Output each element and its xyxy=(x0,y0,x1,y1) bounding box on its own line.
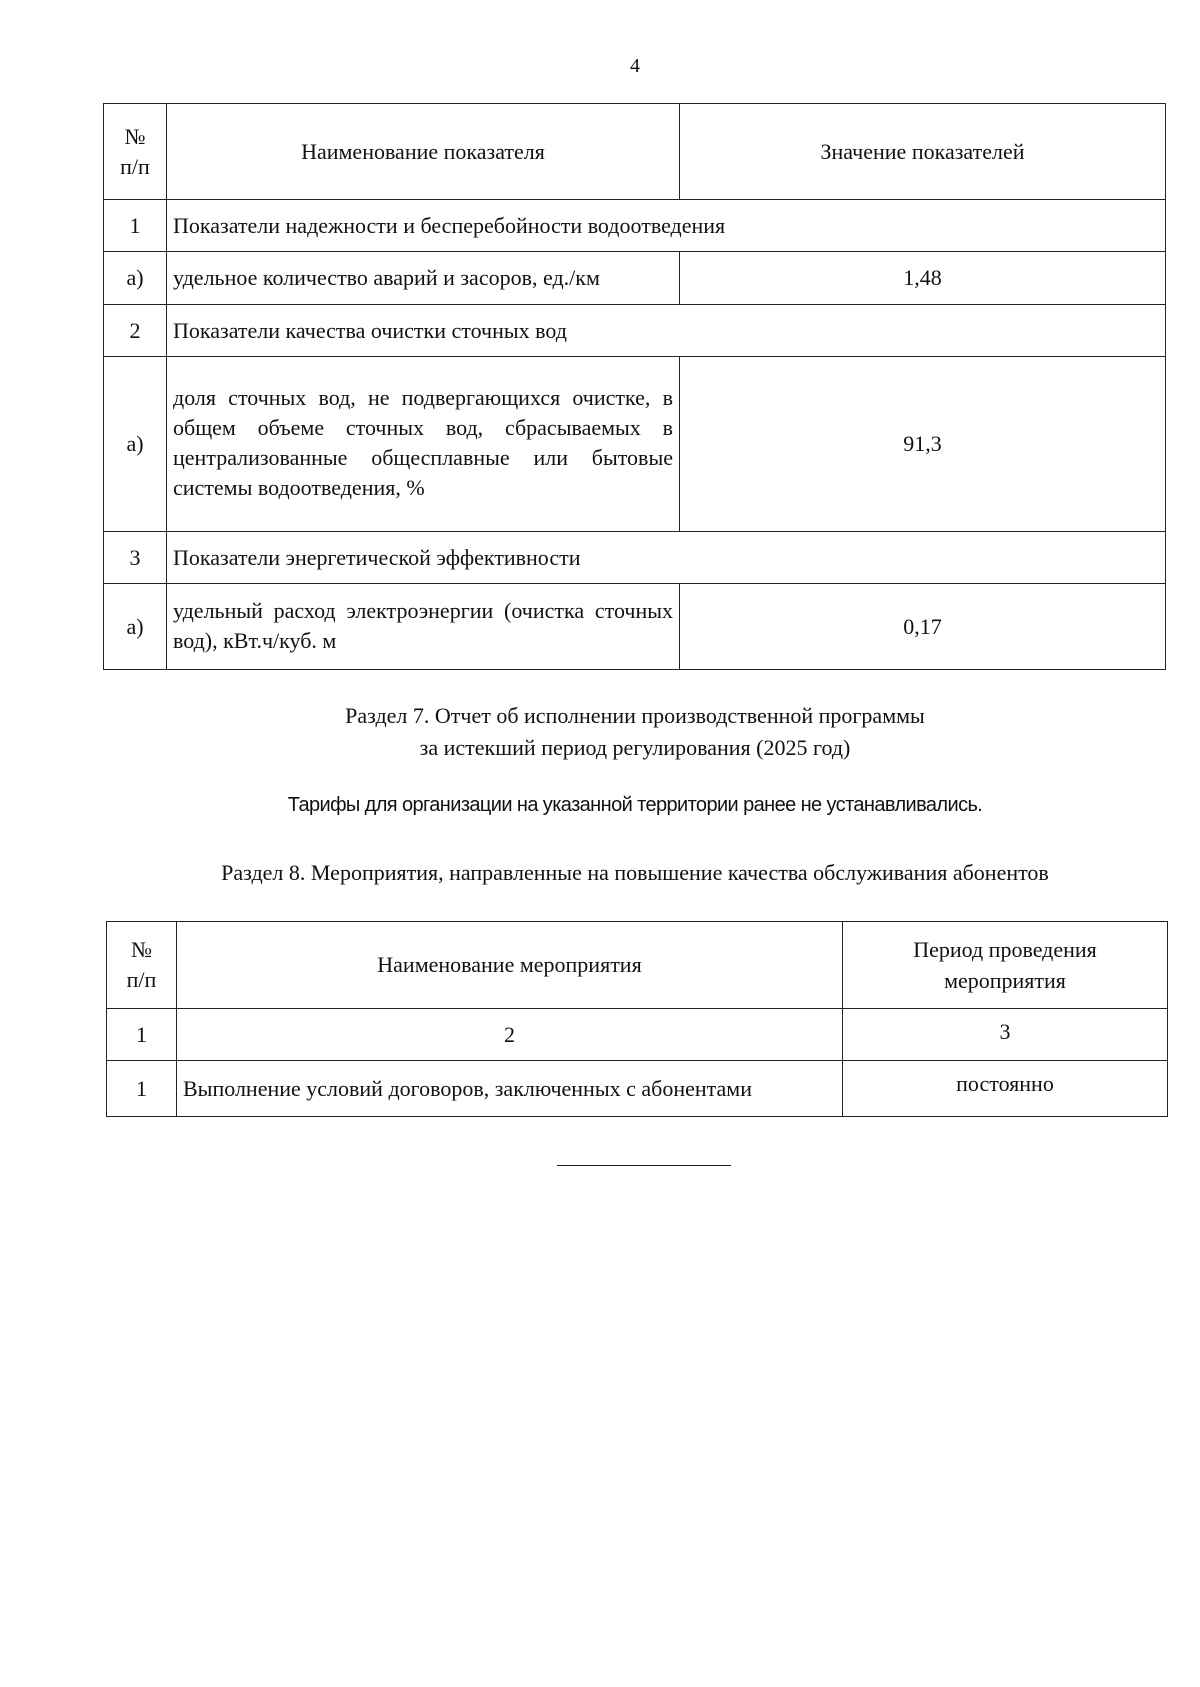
item-number: а) xyxy=(104,357,167,532)
indicators-table xyxy=(103,103,1166,670)
events-table xyxy=(106,921,1168,1117)
table-row xyxy=(104,357,1166,532)
table-row xyxy=(104,584,1166,670)
indicator-name: удельный расход электроэнергии (очистка сточных вод), кВт.ч/куб. м xyxy=(167,584,680,670)
section-7-title xyxy=(0,700,1200,764)
indicator-value: 1,48 xyxy=(680,252,1166,305)
item-number: а) xyxy=(104,252,167,305)
item-number: а) xyxy=(104,584,167,670)
group-number: 1 xyxy=(104,200,167,252)
header-period-line-2: мероприятия xyxy=(944,968,1066,993)
table-header-row xyxy=(104,104,1166,200)
indicator-name: доля сточных вод, не подвергающихся очистке, в общем объеме сточных вод, сбрасываемых в централизованные общесплавные или бытовые системы водоотведения, % xyxy=(167,357,680,532)
group-number: 3 xyxy=(104,532,167,584)
header-number-abbrev: п/п xyxy=(120,153,150,179)
event-name: Выполнение условий договоров, заключенных с абонентами xyxy=(177,1061,843,1117)
event-number: 1 xyxy=(107,1061,177,1117)
header-indicator-name: Наименование показателя xyxy=(167,104,680,200)
section-7-title-line-2: за истекший период регулирования (2025 год) xyxy=(419,735,851,760)
group-title: Показатели качества очистки сточных вод xyxy=(167,305,1166,357)
table-row xyxy=(104,252,1166,305)
indicator-name: удельное количество аварий и засоров, ед./км xyxy=(167,252,680,305)
event-period: постоянно xyxy=(843,1061,1168,1117)
table-header-row xyxy=(107,922,1168,1009)
header-number-symbol: № xyxy=(124,123,146,149)
column-index-1: 1 xyxy=(107,1009,177,1061)
indicator-value: 91,3 xyxy=(680,357,1166,532)
header-event-period xyxy=(843,922,1168,1009)
header-period-line-1: Период проведения xyxy=(913,937,1097,962)
page-number: 4 xyxy=(630,55,640,77)
column-index-2: 2 xyxy=(177,1009,843,1061)
tariff-note: Тарифы для организации на указанной территории ранее не устанавливались. xyxy=(287,794,983,816)
header-number-cell xyxy=(104,104,167,200)
group-title: Показатели надежности и бесперебойности водоотведения xyxy=(167,200,1166,252)
header-number-abbrev: п/п xyxy=(126,967,157,992)
header-number-cell xyxy=(107,922,177,1009)
group-title: Показатели энергетической эффективности xyxy=(167,532,1166,584)
table-row xyxy=(104,532,1166,584)
header-number-symbol: № xyxy=(131,937,152,962)
table-row xyxy=(104,305,1166,357)
header-indicator-value: Значение показателей xyxy=(680,104,1166,200)
table-row xyxy=(107,1061,1168,1117)
section-7-title-line-1: Раздел 7. Отчет об исполнении производственной программы xyxy=(345,703,925,728)
group-number: 2 xyxy=(104,305,167,357)
section-8-title: Раздел 8. Мероприятия, направленные на повышение качества обслуживания абонентов xyxy=(221,860,1049,885)
closing-divider xyxy=(557,1165,731,1166)
header-event-name: Наименование мероприятия xyxy=(177,922,843,1009)
indicator-value: 0,17 xyxy=(680,584,1166,670)
column-index-3: 3 xyxy=(843,1009,1168,1061)
table-row xyxy=(104,200,1166,252)
column-index-row xyxy=(107,1009,1168,1061)
